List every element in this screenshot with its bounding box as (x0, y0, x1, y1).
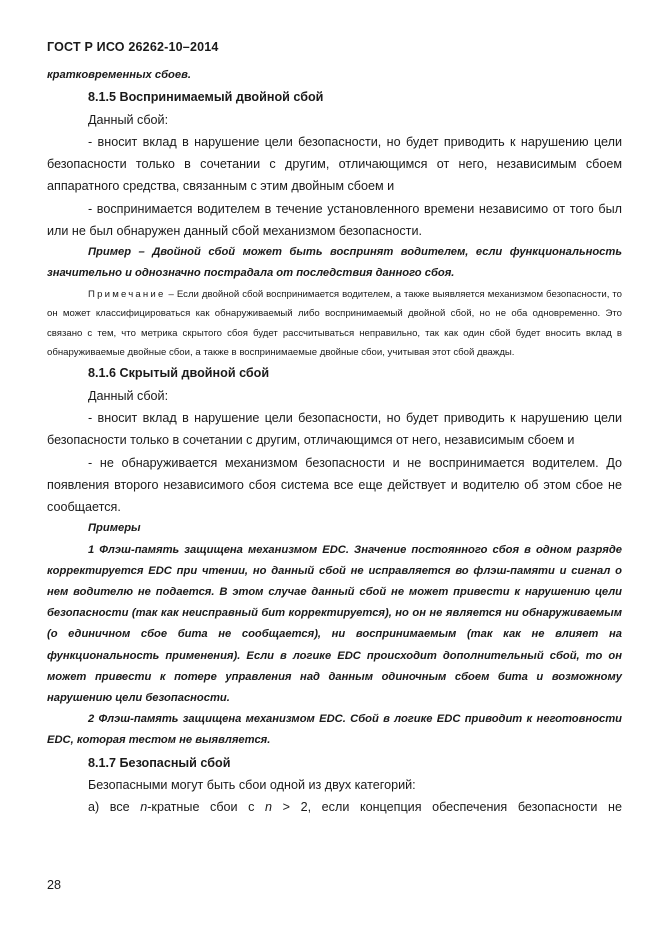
list-item-text: > 2, если концепция обеспечения безопасности не (272, 800, 622, 815)
list-item: - вносит вклад в нарушение цели безопасности, но будет приводить к нарушению цели безопасности только в сочетании с другим, отличающимся от него, независимым сбоем аппаратного средства, связанным с этим двойным сбоем и (47, 134, 622, 194)
section-intro: Данный сбой: (88, 112, 169, 127)
examples-heading: Примеры (88, 522, 141, 535)
list-item-text: а) все (88, 800, 141, 815)
note-text (47, 285, 622, 363)
note-label: Примечание (88, 288, 166, 300)
list-item: - воспринимается водителем в течение установленного времени независимо от того был или не был обнаружен данный сбой механизмом безопасности. (47, 201, 622, 238)
list-item: - вносит вклад в нарушение цели безопасности, но будет приводить к нарушению цели безопасности только в сочетании с другим, отличающимся от него, независимым сбоем и (47, 410, 622, 448)
section-heading-8-1-7: 8.1.7 Безопасный сбой (88, 755, 231, 770)
continuation-text: кратковременных сбоев. (47, 69, 191, 81)
section-intro: Данный сбой: (88, 388, 169, 403)
section-intro: Безопасными могут быть сбои одной из двух категорий: (88, 777, 416, 792)
note-body: – Если двойной сбой воспринимается водителем, а также выявляется механизмом безопасности, то он может классифицироваться как обнаруживаемый либо воспринимаемый двойной сбой, но не оба одновременно. Это связано с тем, что метрика скрытого сбоя будет рассчитываться неправильно, так как один сбой будет вносить вклад в обнаруживаемые двойные сбои, а также в воспринимаемые двойные сбои, учитывая этот сбой дважды. (47, 288, 622, 358)
document-body (47, 63, 622, 819)
example-text: Пример – Двойной сбой может быть воспринят водителем, если функциональность значительно и однозначно пострадала от последствия данного сбоя. (47, 246, 622, 280)
section-heading-8-1-6: 8.1.6 Скрытый двойной сбой (88, 366, 270, 381)
list-item (47, 796, 622, 818)
list-item: - не обнаруживается механизмом безопасности и не воспринимается водителем. До появления второго независимого сбоя система все еще действует и водителю об этом сбое не сообщается. (47, 455, 622, 515)
page-number: 28 (47, 878, 62, 892)
section-heading-8-1-5: 8.1.5 Воспринимаемый двойной сбой (88, 90, 324, 105)
list-item-text: -кратные сбои с (147, 800, 266, 815)
example-text: 1 Флэш-память защищена механизмом EDC. Значение постоянного сбоя в одном разряде корректируется EDC при чтении, но данный сбой не исправляется во флэш-памяти и сигнал о нем водителю не подается. В этом случае данный сбой не может привести к нарушению цели безопасности (так как неисправный бит корректируется), но он не является ни обнаруживаемым (о единичном сбое бита не сообщается), ни воспринимаемым (так как не влияет на функциональность применения). Если в логике EDC происходит дополнительный сбой, то он может привести к потере управления над данным одиночным сбоем бита и возможному нарушению цели безопасности. (47, 543, 622, 705)
math-var: n (140, 800, 148, 815)
document-header: ГОСТ Р ИСО 26262-10–2014 (47, 40, 219, 54)
example-text: 2 Флэш-память защищена механизмом EDC. Сбой в логике EDC приводит к неготовности EDC, которая тестом не выявляется. (47, 713, 622, 747)
math-var: n (265, 800, 273, 815)
